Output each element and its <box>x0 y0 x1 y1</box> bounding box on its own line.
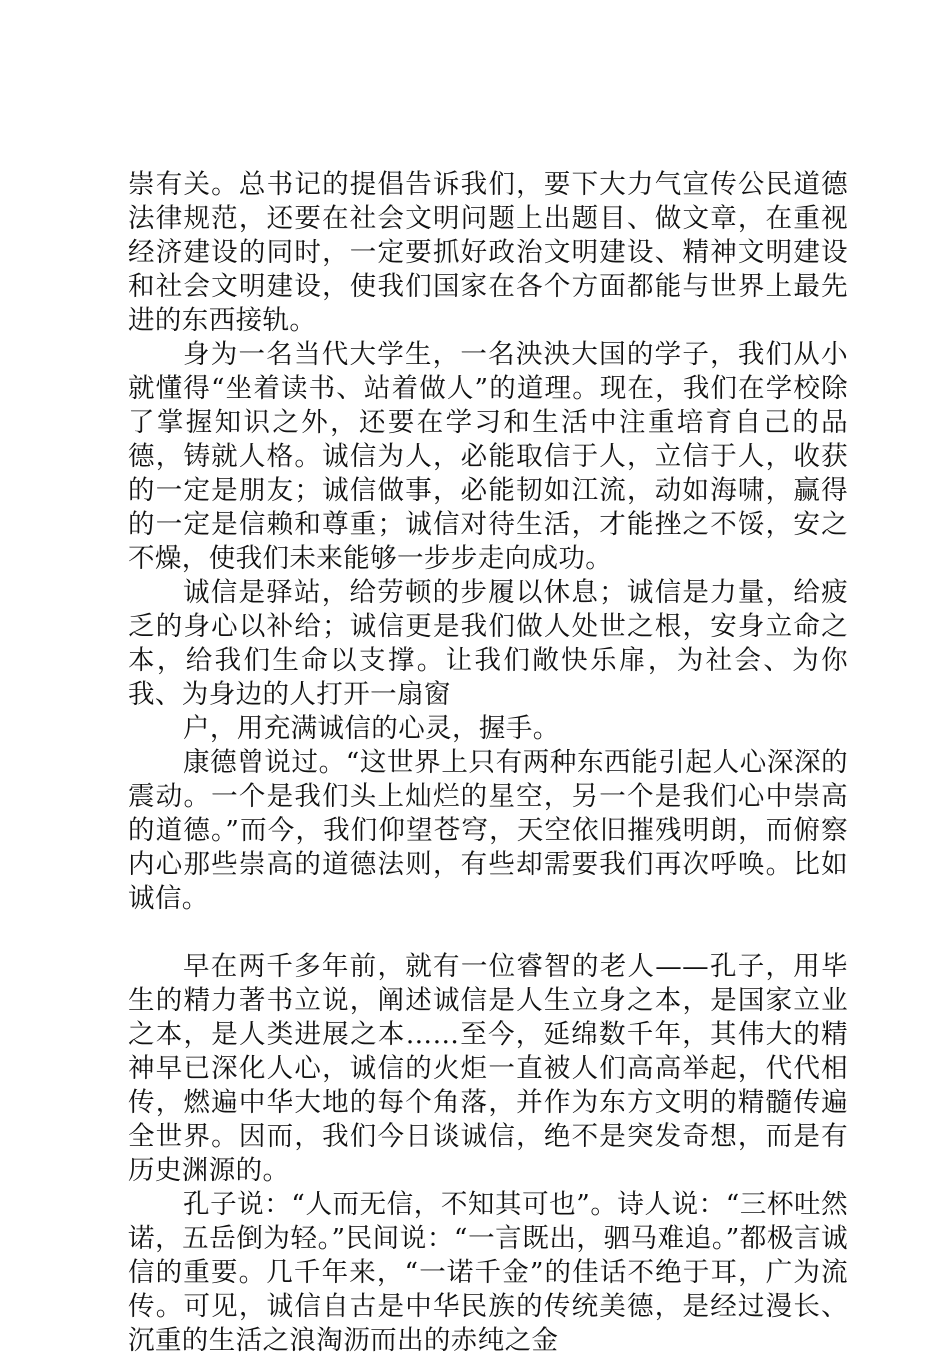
paragraph-sayings: 孔子说：“人而无信，不知其可也”。诗人说：“三杯吐然诺，五岳倒为轻。”民间说：“一言既出，驷马难追。”都极言诚信的重要。几千年来，“一诺千金”的佳话不绝于耳，广为流传。可见，诚信自古是中华民族的传统美德，是经过漫长、沉重的生活之浪淘沥而出的赤纯之金 <box>128 1189 848 1356</box>
paragraph-continuation: 崇有关。总书记的提倡告诉我们，要下大力气宣传公民道德法律规范，还要在社会文明问题上出题目、做文章，在重视经济建设的同时，一定要抓好政治文明建设、精神文明建设和社会文明建设，使我们国家在各个方面都能与世界上最先进的东西接轨。 <box>128 169 848 336</box>
document-body <box>128 168 848 1358</box>
paragraph-kant-quote: 康德曾说过。“这世界上只有两种东西能引起人心深深的震动。一个是我们头上灿烂的星空，另一个是我们心中崇高的道德。”而今，我们仰望苍穹，天空依旧摧残明朗，而俯察内心那些崇高的道德法则，有些却需要我们再次呼唤。比如诚信。 <box>128 747 848 914</box>
paragraph-student-integrity: 身为一名当代大学生，一名泱泱大国的学子，我们从小就懂得“坐着读书、站着做人”的道理。现在，我们在学校除了掌握知识之外，还要在学习和生活中注重培育自己的品德，铸就人格。诚信为人，必能取信于人，立信于人，收获的一定是朋友；诚信做事，必能韧如江流，动如海啸，赢得的一定是信赖和尊重；诚信对待生活，才能挫之不馁，安之不燥，使我们未来能够一步步走向成功。 <box>128 339 848 574</box>
paragraph-handshake: 户，用充满诚信的心灵，握手。 <box>183 713 560 744</box>
paragraph-confucius-history: 早在两千多年前，就有一位睿智的老人——孔子，用毕生的精力著书立说，阐述诚信是人生立身之本，是国家立业之本，是人类进展之本……至今，延绵数千年，其伟大的精神早已深化人心，诚信的火炬一直被人们高高举起，代代相传，燃遍中华大地的每个角落，并作为东方文明的精髓传遍全世界。因而，我们今日谈诚信，绝不是突发奇想，而是有历史渊源的。 <box>128 951 848 1186</box>
paragraph-integrity-metaphor: 诚信是驿站，给劳顿的步履以休息；诚信是力量，给疲乏的身心以补给；诚信更是我们做人处世之根，安身立命之本，给我们生命以支撑。让我们敞快乐扉，为社会、为你我、为身边的人打开一扇窗 <box>128 577 848 710</box>
